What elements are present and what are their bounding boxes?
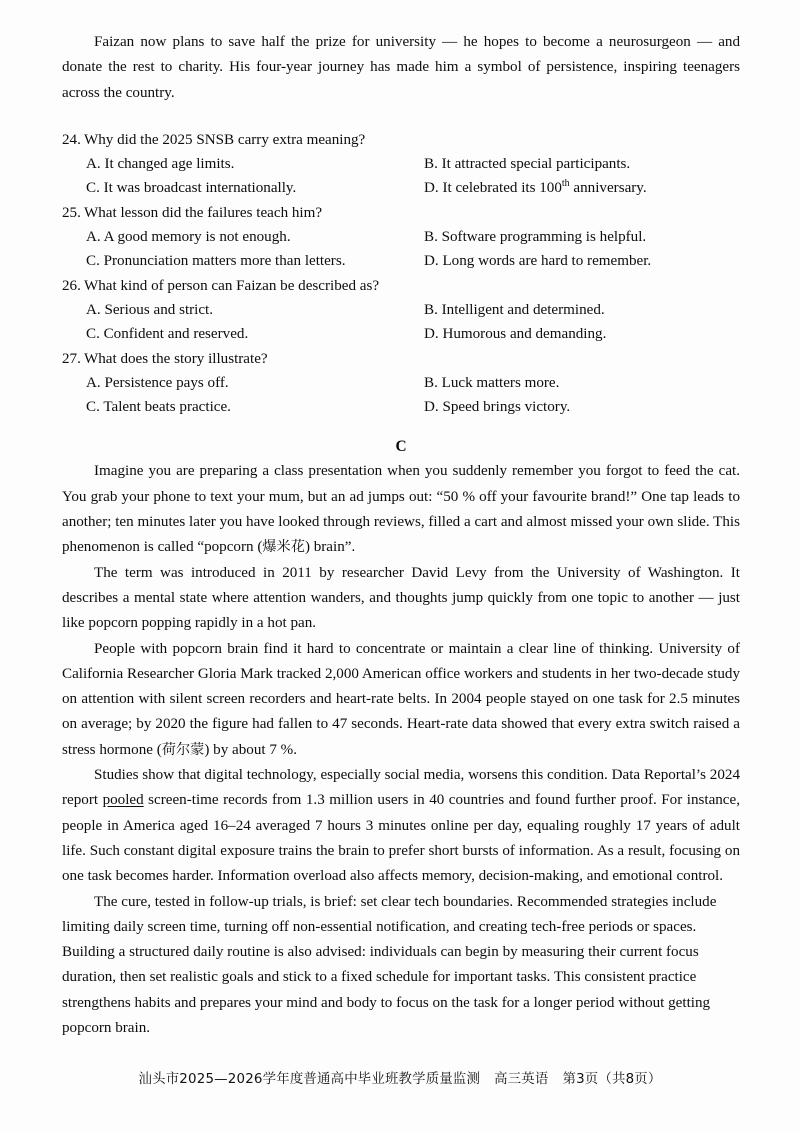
question-24-option-d-post: anniversary. [569,180,647,197]
question-24-option-d-pre: D. It celebrated its 100 [424,180,562,197]
intro-paragraph: Faizan now plans to save half the prize for university — he hopes to become a neurosurgeon — and donate the rest to charity. His four-year journey has made him a symbol of persistence, inspiring teenagers across the country. [62,34,740,101]
question-27-options-row-2 [62,395,740,419]
question-27-option-b[interactable]: B. Luck matters more. [424,374,560,391]
question-24-option-b[interactable]: B. It attracted special participants. [424,156,631,173]
question-24-option-d-superscript: th [561,178,570,190]
question-24-stem [62,128,740,152]
question-27 [62,347,740,420]
question-24-option-d[interactable] [424,176,754,200]
footer-subject: 高三英语 [494,1072,549,1087]
question-25-option-a[interactable]: A. A good memory is not enough. [86,229,291,246]
question-24-option-a[interactable]: A. It changed age limits. [86,156,235,173]
question-24-number: 24. [62,131,81,148]
question-27-stem [62,347,740,371]
question-26-stem [62,274,740,298]
question-25-options-row-2 [62,249,740,273]
question-24-option-c[interactable]: C. It was broadcast internationally. [86,180,297,197]
question-25-options-row-1 [62,225,740,249]
passage-p1-part1: Imagine you are preparing a class presentation when you suddenly remember you forgot to feed the cat. You grab your phone to text your mum, but an ad jumps out: “50 % off your favourite brand!” One tap leads to another; ten minutes later you have looked through reviews, filled a cart and almost missed your own slide. This phenomenon is called “popcorn ( [62,463,740,556]
question-25 [62,201,740,274]
page-footer [0,1068,800,1087]
passage-p4-part1: Studies show that digital technology, especially social media, worsens this condition. Data Reportal’s 2024 report [62,767,740,809]
question-25-number: 25. [62,204,81,221]
question-25-option-c[interactable]: C. Pronunciation matters more than letters. [86,253,346,270]
question-26-option-c[interactable]: C. Confident and reserved. [86,326,249,343]
question-25-option-b[interactable]: B. Software programming is helpful. [424,229,647,246]
question-24-options-row-2 [62,176,740,200]
question-24 [62,128,740,201]
passage-p3-part1: People with popcorn brain find it hard to concentrate or maintain a clear line of thinking. University of California Researcher Gloria Mark tracked 2,000 American office workers and students in her two-decade study on attention with silent screen recorders and heart-rate belts. In 2004 people stayed on one task for 2.5 minutes on average; by 2020 the figure had fallen to 47 seconds. Heart-rate data showed that every extra switch raised a stress hormone ( [62,640,740,758]
question-27-number: 27. [62,350,81,367]
question-26-options-row-1 [62,298,740,322]
passage-paragraph-4 [62,763,740,889]
spacer [62,106,740,128]
question-27-text: What does the story illustrate? [84,350,268,367]
passage-paragraph-3 [62,637,740,763]
footer-page-info: 第3页（共8页） [562,1072,662,1087]
question-25-stem [62,201,740,225]
section-heading-c: C [395,438,407,456]
passage-p3-part2: ) by about 7 %. [204,741,298,758]
question-26-text: What kind of person can Faizan be described as? [84,277,380,294]
question-26-option-d[interactable]: D. Humorous and demanding. [424,326,607,343]
passage-p4-underlined-word: pooled [102,792,144,809]
question-26-options-row-2 [62,322,740,346]
question-27-option-a[interactable]: A. Persistence pays off. [86,374,229,391]
question-26-option-b[interactable]: B. Intelligent and determined. [424,301,605,318]
question-24-options-row-1 [62,152,740,176]
passage-p3-cjk-hormone: 荷尔蒙 [161,741,205,758]
footer-exam-title: 汕头市2025—2026学年度普通高中毕业班教学质量监测 [138,1072,481,1087]
question-26-number: 26. [62,277,81,294]
passage-p4-part2: screen-time records from 1.3 million users in 40 countries and found further proof. For instance, people in America aged 16–24 averaged 7 hours 3 minutes online per day, equaling roughly 17 years of adult life. Such constant digital exposure trains the brain to prefer short bursts of information. As a result, focusing on one task becomes harder. Information overload also affects memory, decision-making, and emotional control. [62,792,740,885]
passage-p1-part2: ) brain”. [304,539,356,556]
passage-paragraph-2: The term was introduced in 2011 by researcher David Levy from the University of Washington. It describes a mental state where attention wanders, and thoughts jump quickly from one topic to another — just like popcorn popping rapidly in a hot pan. [62,564,740,632]
question-24-text: Why did the 2025 SNSB carry extra meaning? [84,131,366,148]
passage-paragraph-1 [62,459,740,560]
passage-paragraph-5: The cure, tested in follow-up trials, is brief: set clear tech boundaries. Recommended strategies include limiting daily screen time, turning off non-essential notification, and creating tech-free periods or spaces. Building a structured daily routine is also advised: individuals can begin by measuring their current focus duration, then set realistic goals and stick to a fixed schedule for important tasks. This consistent practice strengthens habits and prepares your mind and body to focus on the task for a longer period without getting popcorn brain. [62,893,717,1036]
passage-p1-cjk-popcorn: 爆米花 [262,539,305,556]
page-content [62,30,740,1041]
spacer [62,419,740,435]
question-27-option-c[interactable]: C. Talent beats practice. [86,399,231,416]
question-25-option-d[interactable]: D. Long words are hard to remember. [424,253,652,270]
question-27-option-d[interactable]: D. Speed brings victory. [424,399,571,416]
question-26-option-a[interactable]: A. Serious and strict. [86,301,214,318]
question-25-text: What lesson did the failures teach him? [84,204,323,221]
question-27-options-row-1 [62,371,740,395]
question-26 [62,274,740,347]
